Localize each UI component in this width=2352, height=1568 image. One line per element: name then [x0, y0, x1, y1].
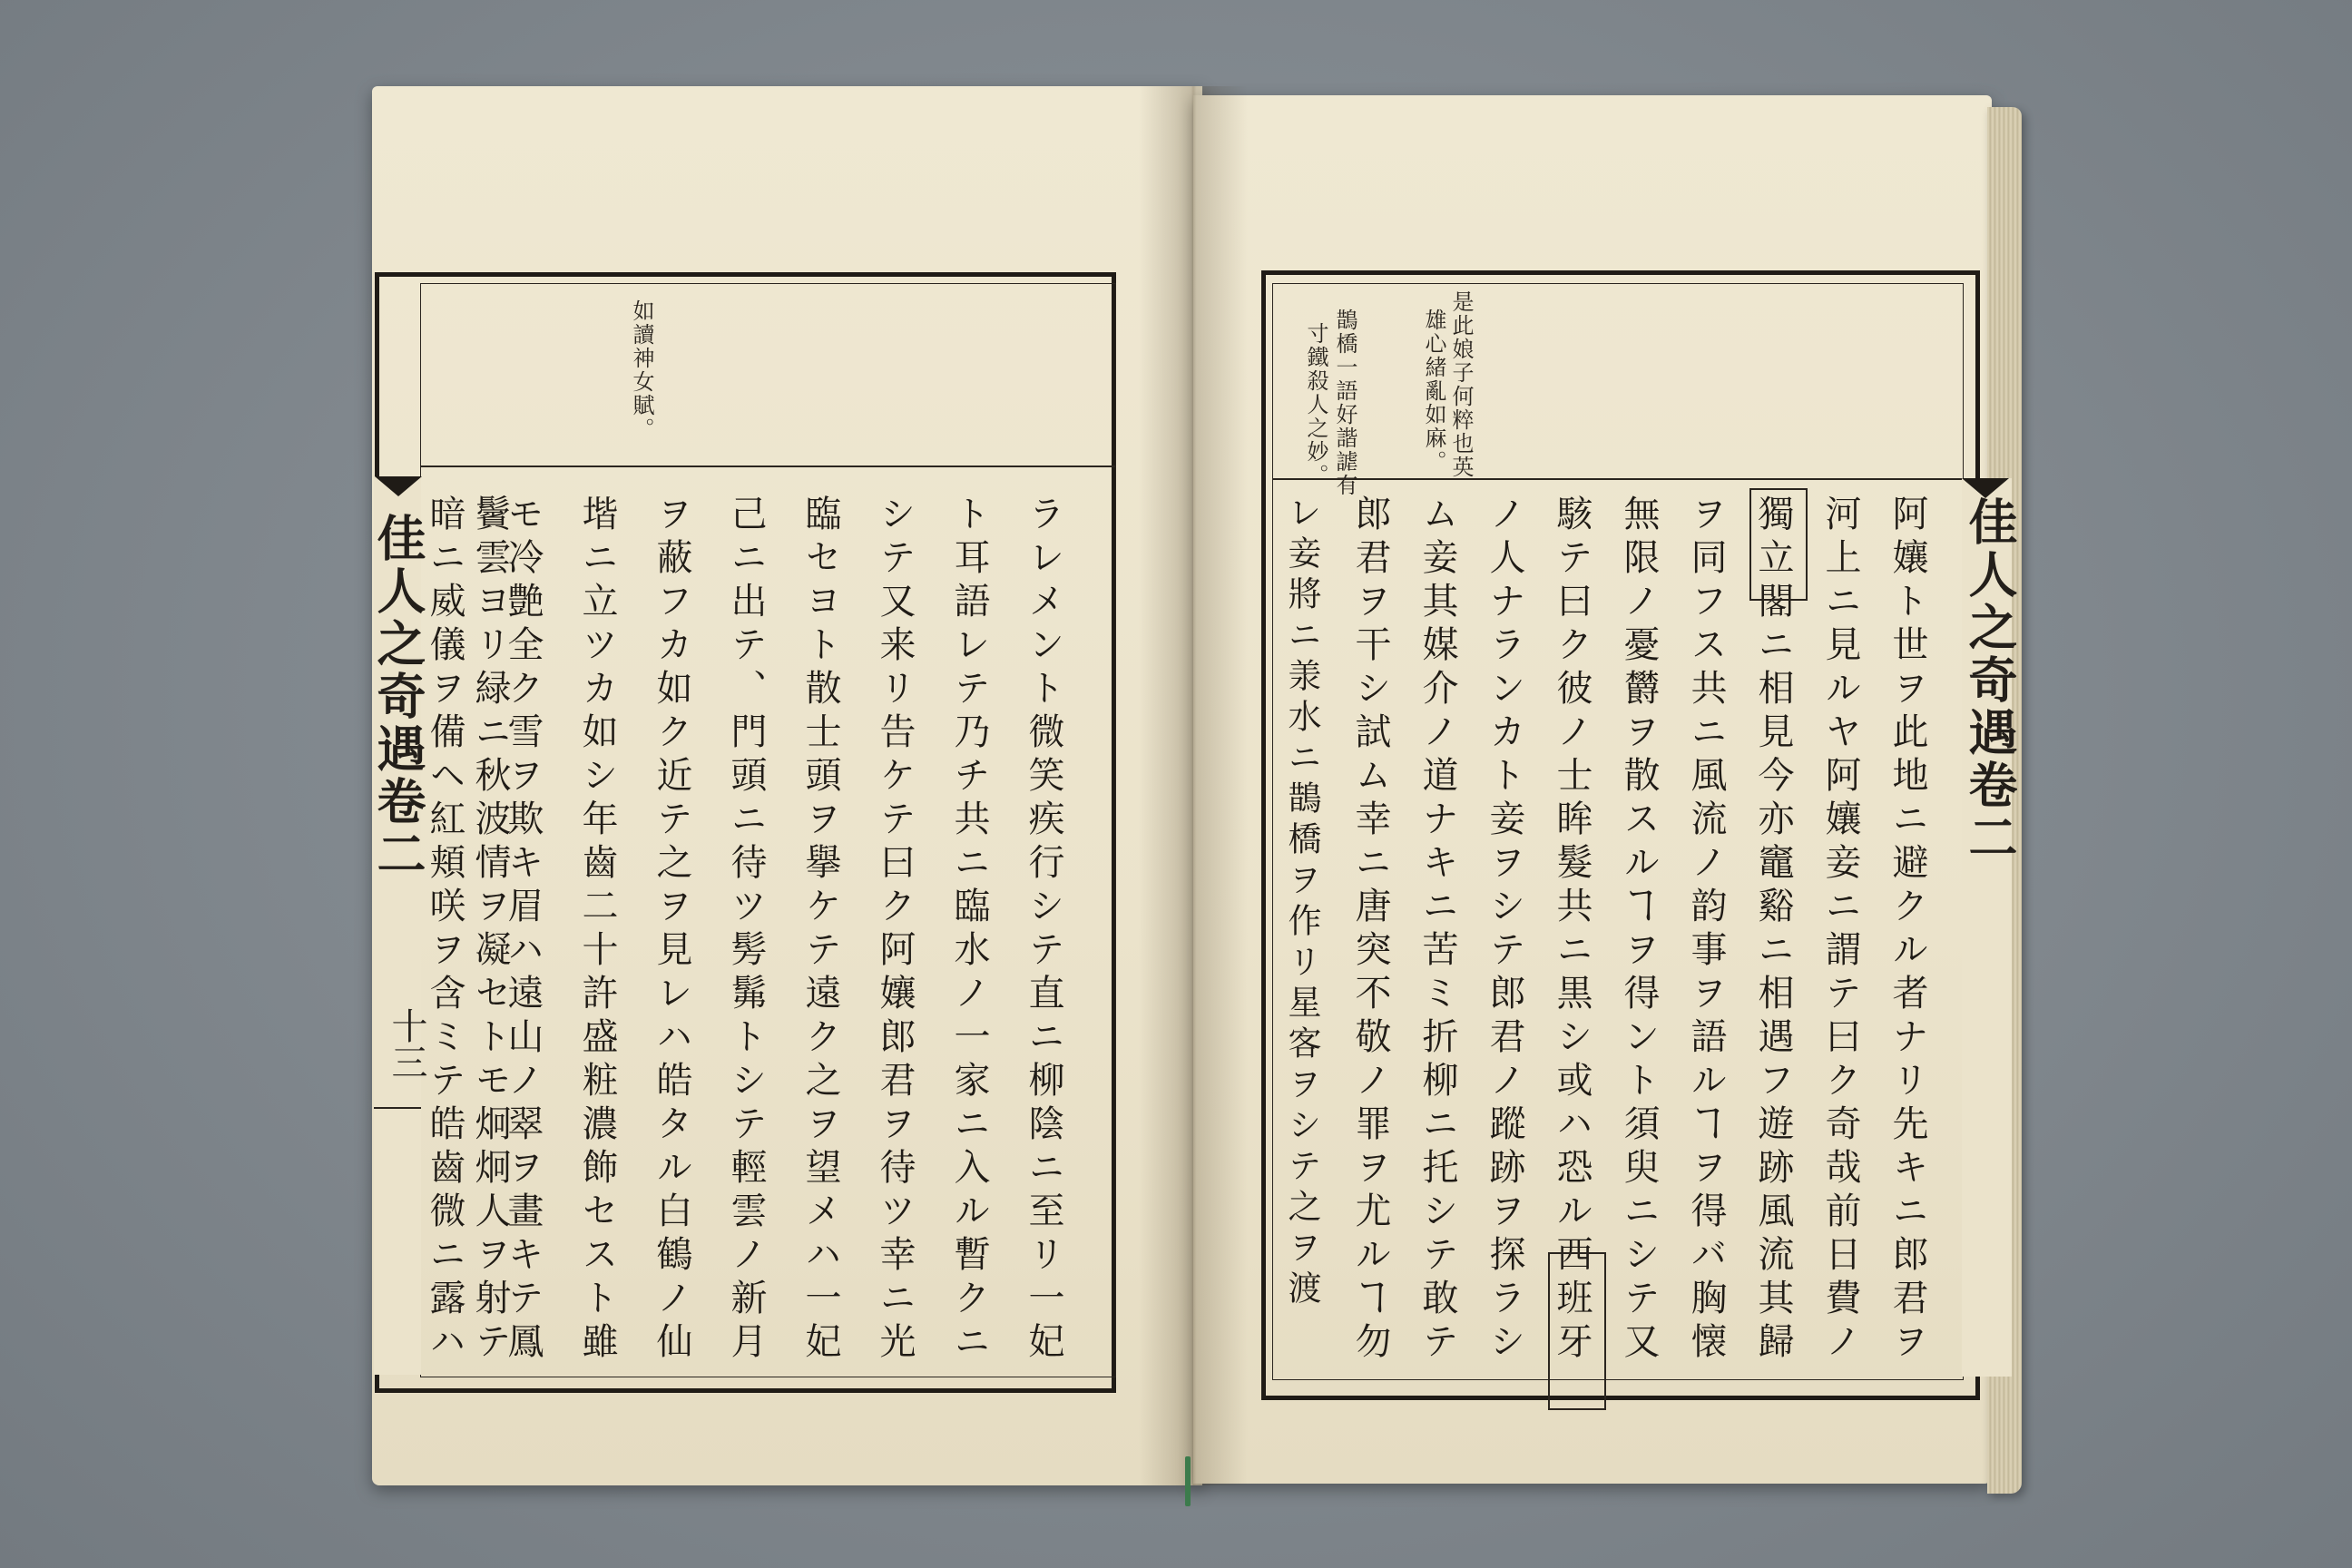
left-column-2: ト耳語レテ乃チ共ニ臨水ノ一家ニ入ル暫クニ [948, 495, 990, 1366]
right-column-9: 郎君ヲ干シ試ム幸ニ唐突不敬ノ罪ヲ尤ルヿ勿 [1349, 495, 1391, 1366]
right-hashira-title: 佳人之奇遇卷二 [1961, 496, 2019, 865]
left-column-10: 暗ニ威儀ヲ備ヘ紅頬咲ヲ含ミテ皓齒微ニ露ハ [424, 495, 466, 1366]
proper-noun-box [1548, 1252, 1606, 1410]
left-column-5: 己ニ出テ、門頭ニ待ツ髣髴トシテ輕雲ノ新月 [725, 495, 767, 1366]
right-column-3: 獨立閣ニ相見今亦竈谿ニ相遇フ遊跡風流其歸 [1752, 495, 1794, 1366]
left-column-6: ヲ蔽フカ如ク近テ之ヲ見レハ皓タル白鶴ノ仙 [651, 495, 692, 1366]
right-header-note-2: 雄心緒亂如麻。 [1421, 309, 1446, 474]
right-column-2: 河上ニ見ルヤ阿孃妾ニ謂テ曰ク奇哉前日費ノ [1819, 495, 1861, 1366]
left-hashira-title: 佳人之奇遇卷二 [369, 513, 427, 881]
left-column-9: 鬢雲ヨリ緑ニ秋波情ヲ凝セトモ炯炯人ヲ射テ [469, 495, 511, 1366]
left-column-3: シテ又来リ告ケテ曰ク阿孃郎君ヲ待ツ幸ニ光 [874, 495, 916, 1366]
right-column-7: ノ人ナランカト妾ヲシテ郎君ノ蹤跡ヲ探ラシ [1484, 495, 1525, 1366]
right-header-note-3: 鵲橋一語好諧謔有 [1332, 309, 1357, 497]
left-hashira-rule [374, 1107, 421, 1109]
right-fishtail-mark [1962, 478, 2009, 498]
left-header-divider [420, 466, 1116, 467]
left-header-note: 如讀神女賦。 [629, 299, 654, 441]
left-fishtail-mark [375, 476, 422, 496]
left-column-7: 堦ニ立ツカ如シ年齒二十許盛粧濃飾セスト雖 [576, 495, 618, 1366]
left-column-4: 臨セヨト散士頭ヲ擧ケテ遠ク之ヲ望メハ一妃 [799, 495, 841, 1366]
right-header-note-1: 是此娘子何粹也英 [1448, 290, 1474, 479]
left-column-8: モ冷艶全ク雪ヲ欺キ眉ハ遠山ノ翠ヲ畫キテ鳳 [502, 495, 544, 1366]
proper-noun-box [1749, 488, 1808, 601]
right-header-divider [1272, 478, 1962, 480]
left-hashira [369, 476, 427, 1375]
left-column-1: ラレメント微笑疾行シテ直ニ柳陰ニ至リ一妃 [1023, 495, 1064, 1366]
bookmark-ribbon [1185, 1456, 1191, 1506]
right-header-note-4: 寸鐵殺人之妙。 [1303, 322, 1328, 487]
right-column-5: 無限ノ憂欝ヲ散スルヿヲ得ント須臾ニシテ又 [1618, 495, 1660, 1366]
right-column-4: ヲ同フス共ニ風流ノ韵事ヲ語ルヿヲ得バ胸懐 [1685, 495, 1727, 1366]
right-column-1: 阿孃ト世ヲ此地ニ避クル者ナリ先キニ郎君ヲ [1886, 495, 1928, 1366]
right-hashira [1961, 478, 2019, 1377]
right-column-8: ム妾其媒介ノ道ナキニ苦ミ折柳ニ托シテ敢テ [1416, 495, 1458, 1366]
gutter [1139, 86, 1248, 1485]
right-column-10: レ妾將ニ𣴎水ニ鵲橋ヲ作リ星客ヲシテ之ヲ渡 [1282, 495, 1321, 1311]
right-column-6: 駭テ曰ク彼ノ士眸髮共ニ黒シ或ハ恐ル西班牙 [1551, 495, 1592, 1366]
left-page-number: 十三 [386, 1007, 427, 1080]
